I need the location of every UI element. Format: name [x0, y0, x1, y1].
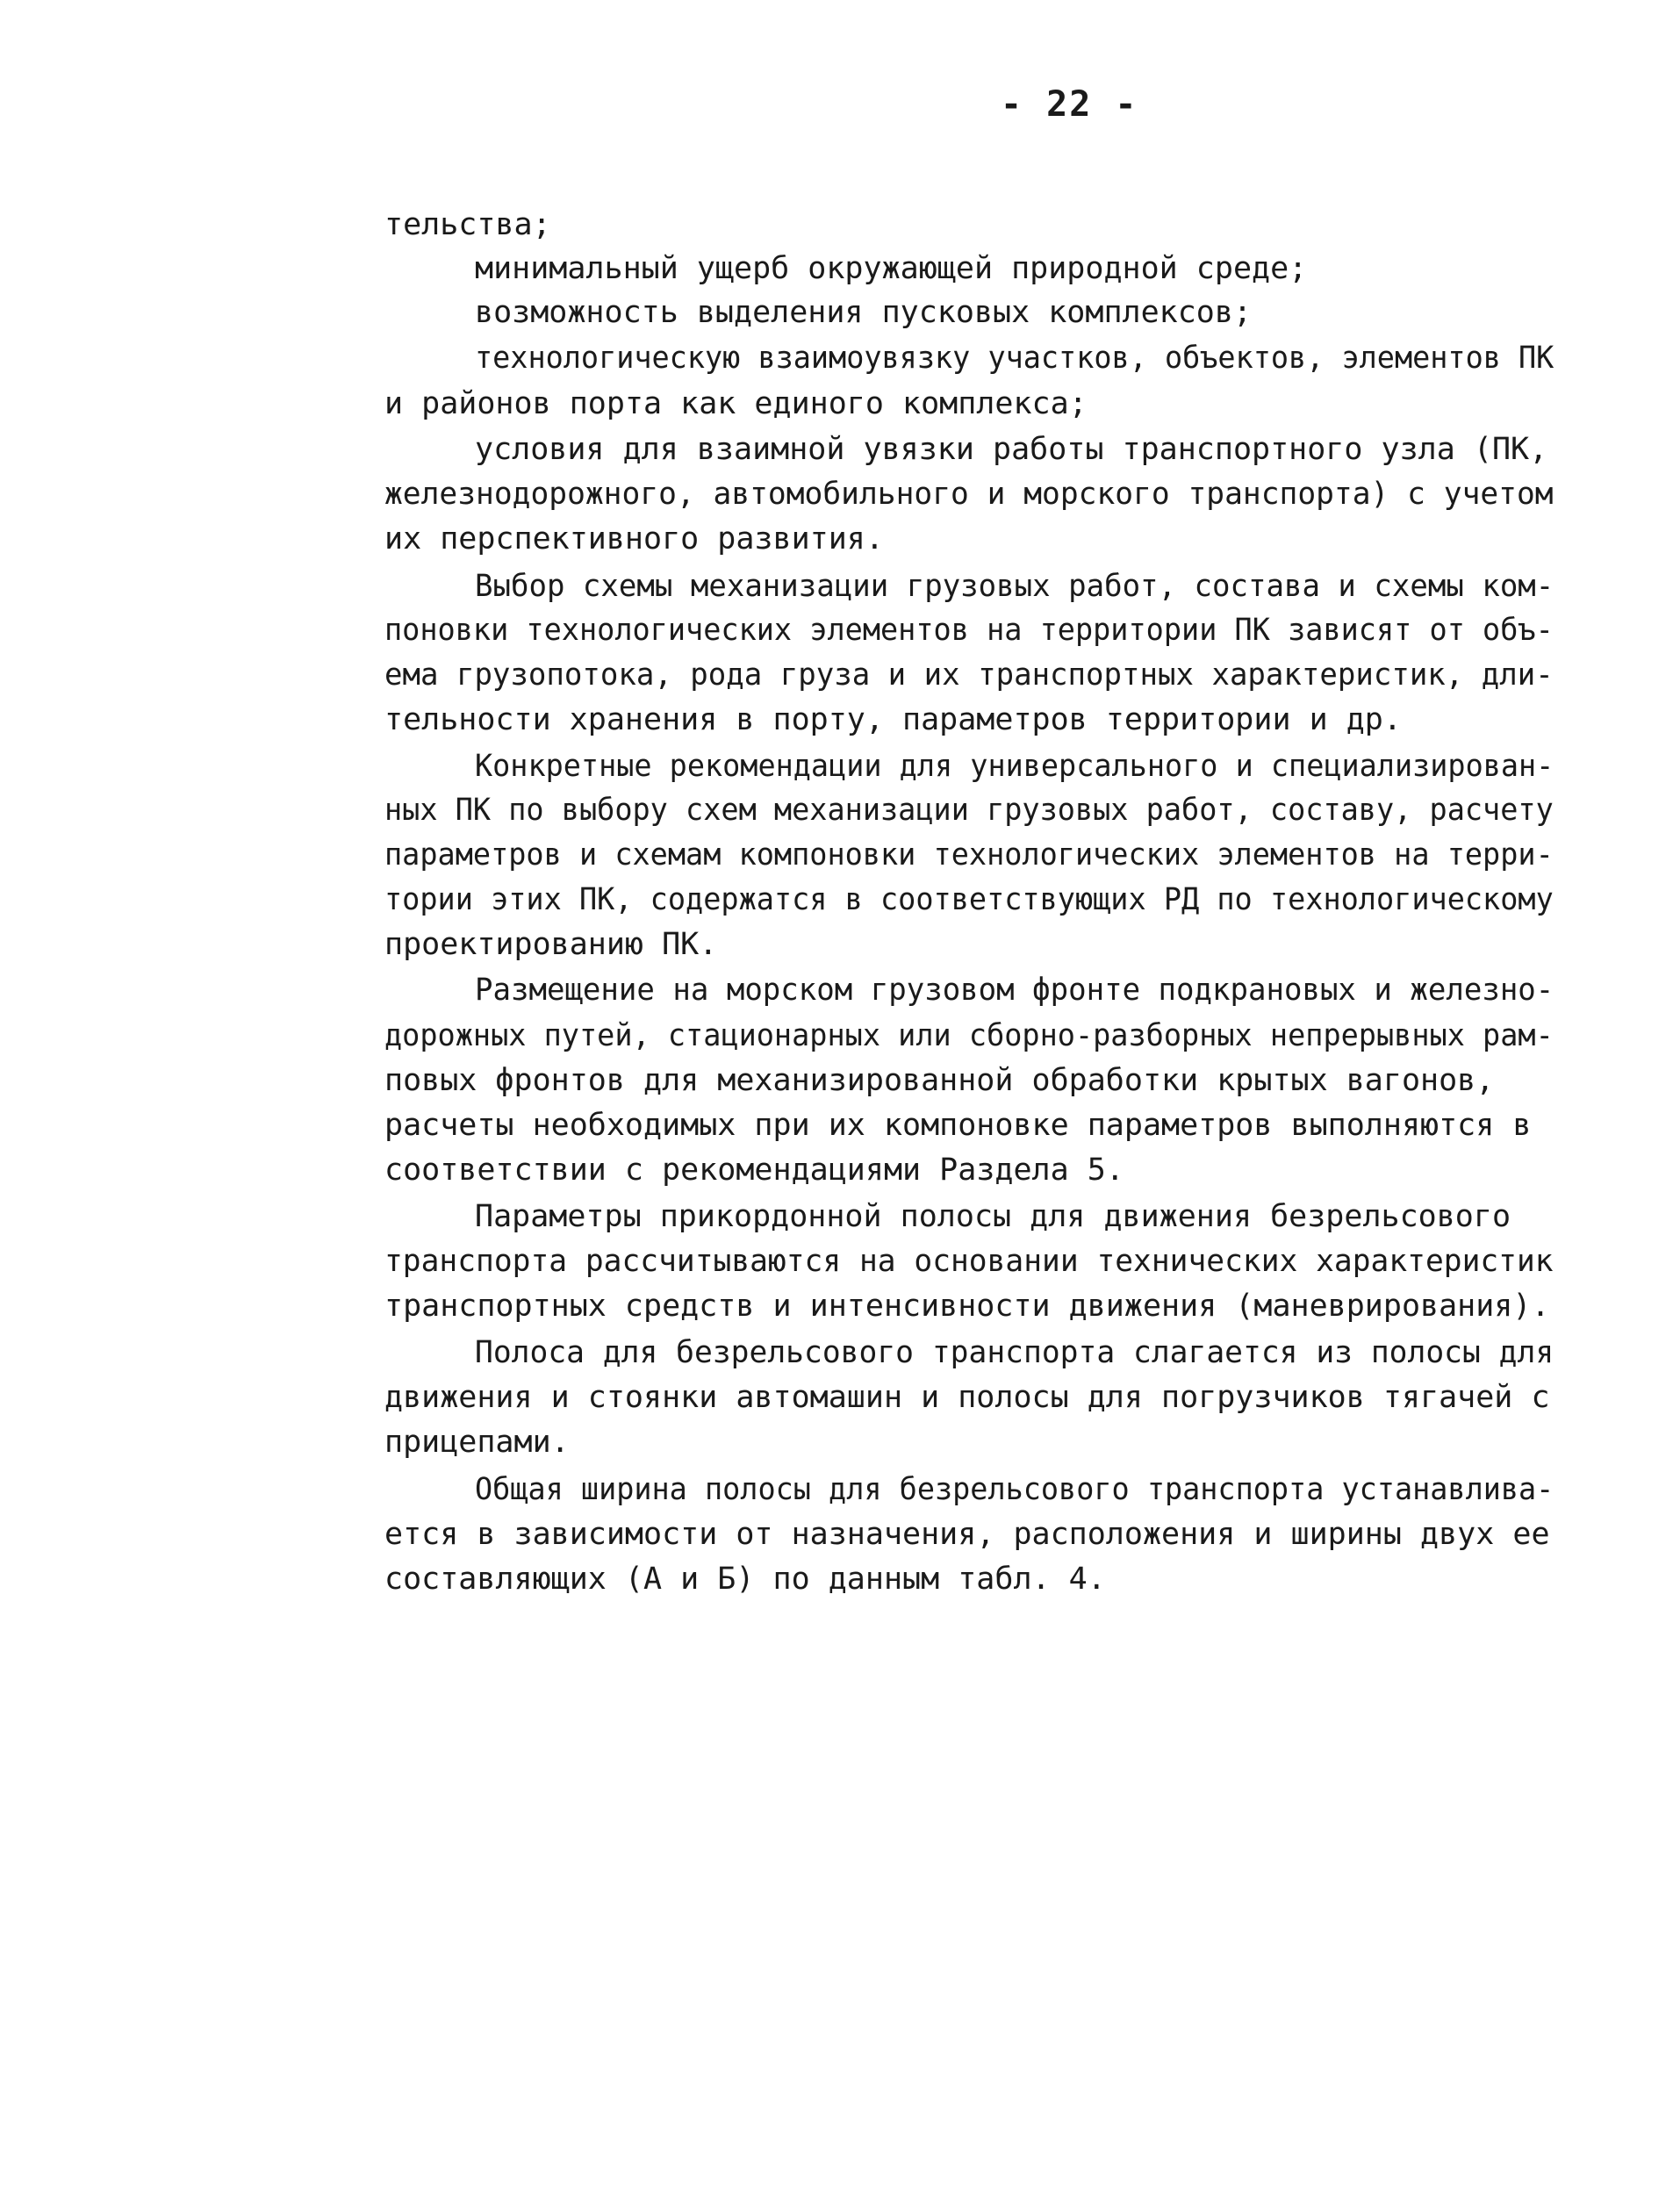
text-line: расчеты необходимых при их компоновке параметров выполняются в	[384, 1108, 1532, 1143]
text-line: ных ПК по выбору схем механизации грузовых работ, составу, расчету	[384, 793, 1554, 828]
text-line: тельности хранения в порту, параметров территории и др.	[384, 702, 1402, 737]
text-line: и районов порта как единого комплекса;	[384, 386, 1088, 421]
text-line: соответствии с рекомендациями Раздела 5.	[384, 1153, 1124, 1188]
text-line: транспорта рассчитываются на основании технических характеристик	[384, 1244, 1554, 1279]
text-line: ема грузопотока, рода груза и их транспортных характеристик, дли-	[384, 657, 1554, 693]
text-line: тории этих ПК, содержатся в соответствующих РД по технологическому	[384, 882, 1554, 917]
text-line: проектированию ПК.	[384, 927, 718, 962]
page-number: - 22 -	[1001, 84, 1138, 125]
text-line: Конкретные рекомендации для универсального и специализирован-	[475, 749, 1554, 784]
text-line: технологическую взаимоувязку участков, объектов, элементов ПК	[475, 341, 1554, 376]
text-line: их перспективного развития.	[384, 521, 884, 557]
text-line: прицепами.	[384, 1425, 570, 1460]
text-line: повых фронтов для механизированной обработки крытых вагонов,	[384, 1063, 1495, 1098]
text-line: Общая ширина полосы для безрельсового транспорта устанавлива-	[475, 1472, 1554, 1507]
text-line: возможность выделения пусковых комплексов;	[475, 295, 1253, 330]
text-line: Полоса для безрельсового транспорта слагается из полосы для	[475, 1335, 1554, 1370]
text-line: условия для взаимной увязки работы транспортного узла (ПК,	[475, 432, 1548, 467]
text-line: параметров и схемам компоновки технологических элементов на терри-	[384, 837, 1554, 873]
text-line: ется в зависимости от назначения, расположения и ширины двух ее	[384, 1517, 1550, 1552]
text-line: минимальный ущерб окружающей природной среде;	[475, 251, 1308, 286]
text-line: железнодорожного, автомобильного и морского транспорта) с учетом	[384, 477, 1554, 512]
text-line: Параметры прикордонной полосы для движения безрельсового	[475, 1199, 1511, 1234]
text-line: поновки технологических элементов на территории ПК зависят от объ-	[384, 613, 1554, 648]
text-line: дорожных путей, стационарных или сборно-разборных непрерывных рам-	[384, 1018, 1554, 1053]
text-line: Выбор схемы механизации грузовых работ, состава и схемы ком-	[475, 569, 1554, 604]
text-line: транспортных средств и интенсивности движения (маневрирования).	[384, 1289, 1550, 1324]
text-line: тельства;	[384, 207, 551, 242]
text-line: движения и стоянки автомашин и полосы для погрузчиков тягачей с	[384, 1380, 1550, 1415]
text-line: составляющих (А и Б) по данным табл. 4.	[384, 1562, 1106, 1597]
text-line: Размещение на морском грузовом фронте подкрановых и железно-	[475, 973, 1554, 1008]
